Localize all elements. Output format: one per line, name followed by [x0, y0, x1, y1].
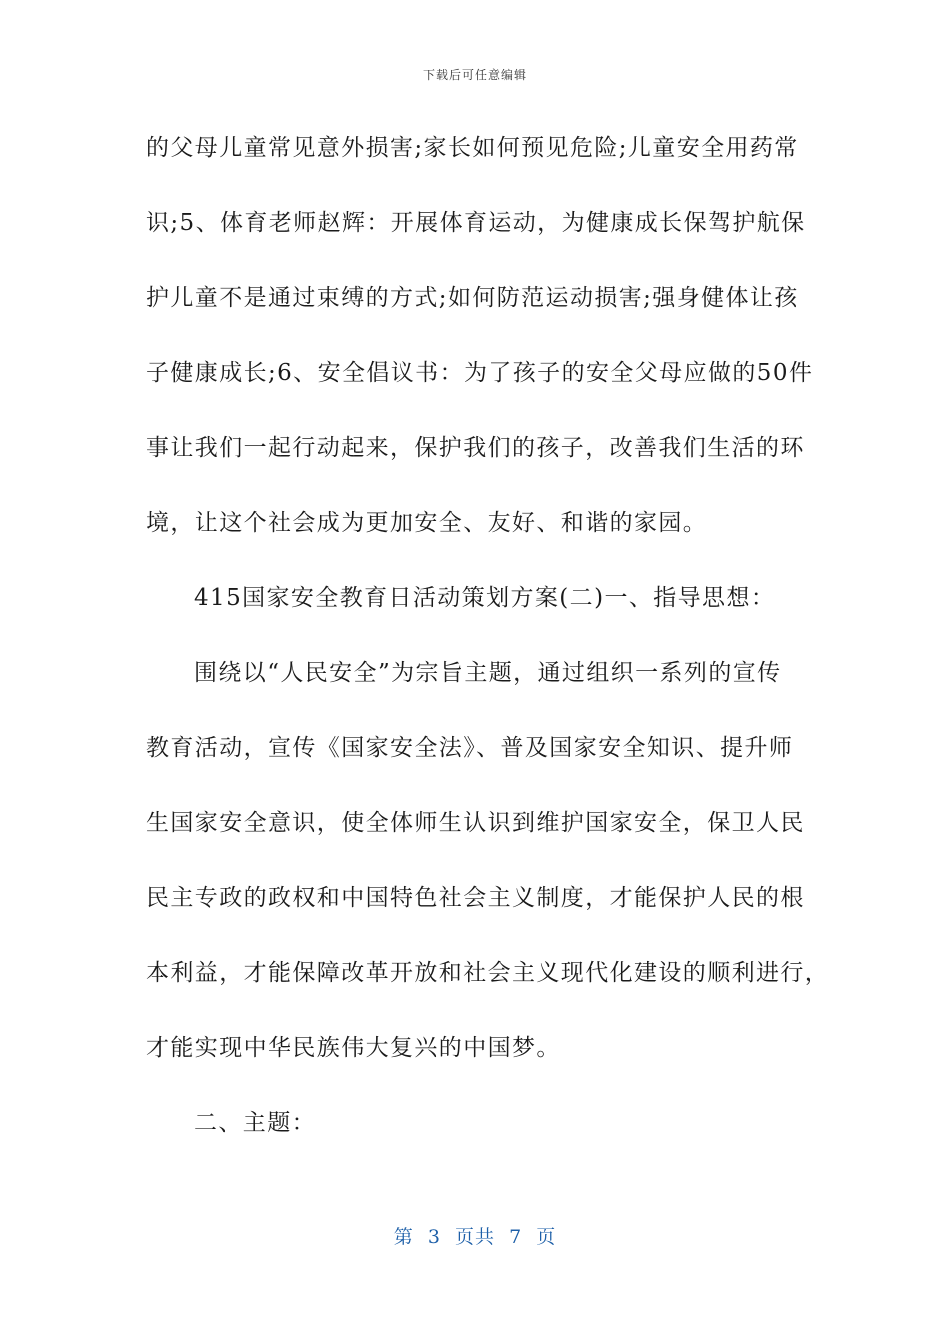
body-line: 事让我们一起行动起来，保护我们的孩子，改善我们生活的环 [146, 435, 805, 461]
section-heading: 二、主题： [194, 1110, 316, 1136]
body-line: 子健康成长;6、安全倡议书：为了孩子的安全父母应做的50件 [146, 360, 814, 386]
body-line: 的父母儿童常见意外损害;家长如何预见危险;儿童安全用药常 [146, 135, 799, 161]
page-header-note: 下载后可任意编辑 [422, 68, 527, 82]
body-line: 生国家安全意识，使全体师生认识到维护国家安全，保卫人民 [146, 810, 805, 836]
body-line: 识;5、体育老师赵辉：开展体育运动，为健康成长保驾护航保 [146, 210, 806, 236]
body-line: 本利益，才能保障改革开放和社会主义现代化建设的顺利进行， [146, 960, 830, 986]
body-line: 境，让这个社会成为更加安全、友好、和谐的家园。 [146, 510, 708, 536]
body-line: 围绕以“人民安全”为宗旨主题，通过组织一系列的宣传 [194, 660, 782, 686]
body-line: 民主专政的政权和中国特色社会主义制度，才能保护人民的根 [146, 885, 805, 911]
page-number-footer: 第 3 页共 7 页 [393, 1226, 557, 1248]
body-line: 教育活动，宣传《国家安全法》、普及国家安全知识、提升师 [146, 735, 794, 761]
body-line: 护儿童不是通过束缚的方式;如何防范运动损害;强身健体让孩 [146, 285, 799, 311]
section-heading: 415国家安全教育日活动策划方案(二)一、指导思想： [194, 585, 776, 611]
body-line: 才能实现中华民族伟大复兴的中国梦。 [146, 1035, 561, 1061]
